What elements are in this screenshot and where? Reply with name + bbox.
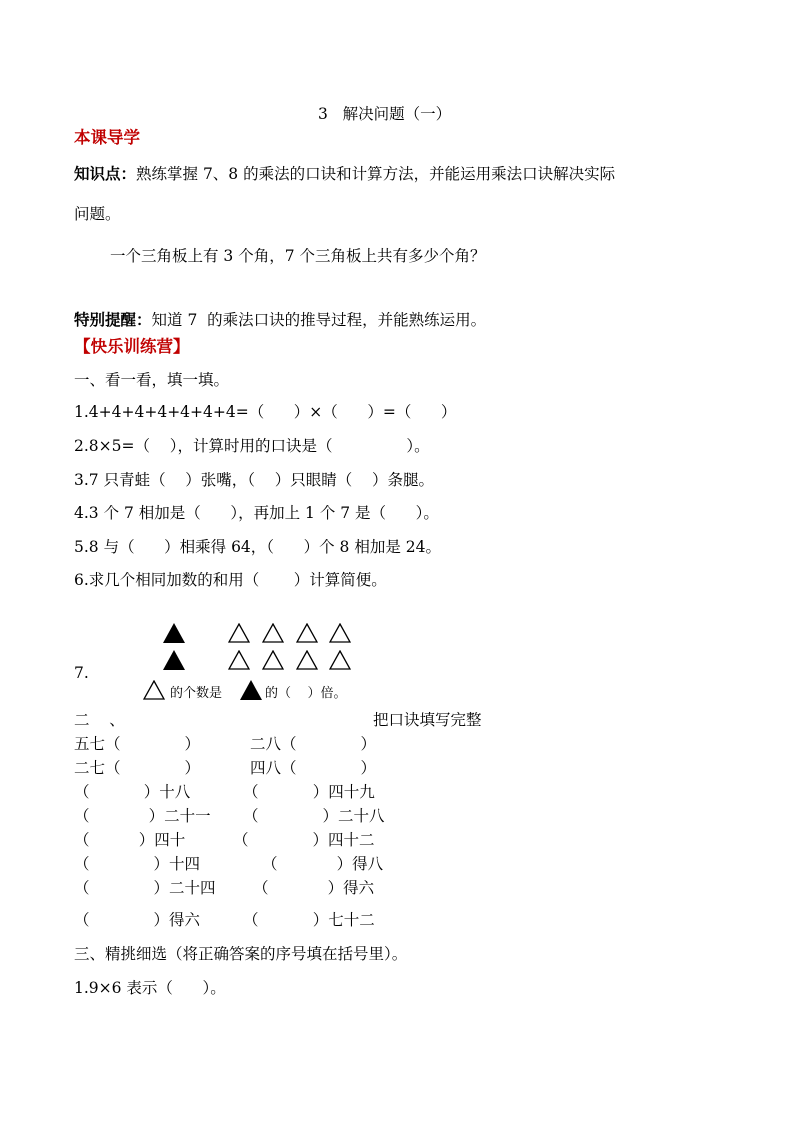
rhyme-right: （ ）四十九 [243, 783, 375, 801]
outline-triangle-icon [329, 623, 351, 643]
page-title: 3 解决问题（一） [318, 105, 452, 123]
outline-triangle-icon [228, 623, 250, 643]
section2-title: 把口诀填写完整 [373, 711, 482, 729]
knowledge-line [74, 164, 615, 184]
outline-triangle-icon [296, 650, 318, 670]
knowledge-text-cont: 问题。 [74, 205, 121, 223]
solid-triangle-icon [163, 650, 185, 670]
section3-question-1: 1.9×6 表示（ ）。 [74, 979, 226, 997]
question-7-number: 7. [74, 664, 89, 682]
outline-triangle-icon [262, 623, 284, 643]
reminder-label: 特别提醒： [74, 310, 152, 329]
knowledge-label: 知识点： [74, 164, 137, 183]
rhyme-right: 二八（ ） [250, 735, 377, 753]
rhyme-left: （ ）二十四 [74, 879, 216, 897]
knowledge-text: 熟练掌握 7、8 的乘法的口诀和计算方法，并能运用乘法口诀解决实际 [136, 165, 616, 183]
rhyme-left: （ ）得六 [74, 911, 201, 929]
example-question: 一个三角板上有 3 个角，7 个三角板上共有多少个角？ [110, 247, 486, 265]
rhyme-left: （ ）四十 [74, 831, 186, 849]
question-4: 4.3 个 7 相加是（ ），再加上 1 个 7 是（ ）。 [74, 504, 439, 522]
outline-triangle-icon [296, 623, 318, 643]
rhyme-left: 二七（ ） [74, 759, 201, 777]
question-6: 6.求几个相同加数的和用（ ）计算简便。 [74, 571, 387, 589]
guide-heading: 本课导学 [74, 128, 140, 147]
rhyme-right: （ ）得六 [253, 879, 375, 897]
outline-triangle-icon [143, 680, 165, 700]
outline-triangle-icon [262, 650, 284, 670]
reminder-text: 知道 7 的乘法口诀的推导过程，并能熟练运用。 [151, 311, 487, 329]
rhyme-left: （ ）十八 [74, 783, 191, 801]
rhyme-right: （ ）得八 [262, 855, 384, 873]
question-7-text-b: 的（ ）倍。 [265, 686, 347, 701]
question-1: 1.4+4+4+4+4+4+4=（ ）×（ ）=（ ） [74, 403, 457, 421]
question-5: 5.8 与（ ）相乘得 64，（ ）个 8 相加是 24。 [74, 538, 441, 556]
section2-prefix: 二 、 [74, 711, 125, 729]
rhyme-right: （ ）二十八 [243, 807, 385, 825]
training-heading: 【快乐训练营】 [74, 337, 190, 356]
solid-triangle-icon [240, 680, 262, 700]
question-2: 2.8×5=（ ），计算时用的口诀是（ ）。 [74, 437, 430, 455]
question-3: 3.7 只青蛙（ ）张嘴，（ ）只眼睛（ ）条腿。 [74, 471, 434, 489]
outline-triangle-icon [228, 650, 250, 670]
rhyme-left: 五七（ ） [74, 735, 201, 753]
rhyme-right: （ ）四十二 [233, 831, 375, 849]
rhyme-left: （ ）二十一 [74, 807, 211, 825]
reminder-line [74, 310, 486, 330]
question-7-text-a: 的个数是 [170, 686, 223, 701]
rhyme-left: （ ）十四 [74, 855, 201, 873]
rhyme-right: 四八（ ） [250, 759, 377, 777]
section3-title: 三、精挑细选（将正确答案的序号填在括号里）。 [74, 945, 408, 963]
section1-title: 一、看一看，填一填。 [74, 371, 230, 389]
rhyme-right: （ ）七十二 [243, 911, 375, 929]
outline-triangle-icon [329, 650, 351, 670]
solid-triangle-icon [163, 623, 185, 643]
